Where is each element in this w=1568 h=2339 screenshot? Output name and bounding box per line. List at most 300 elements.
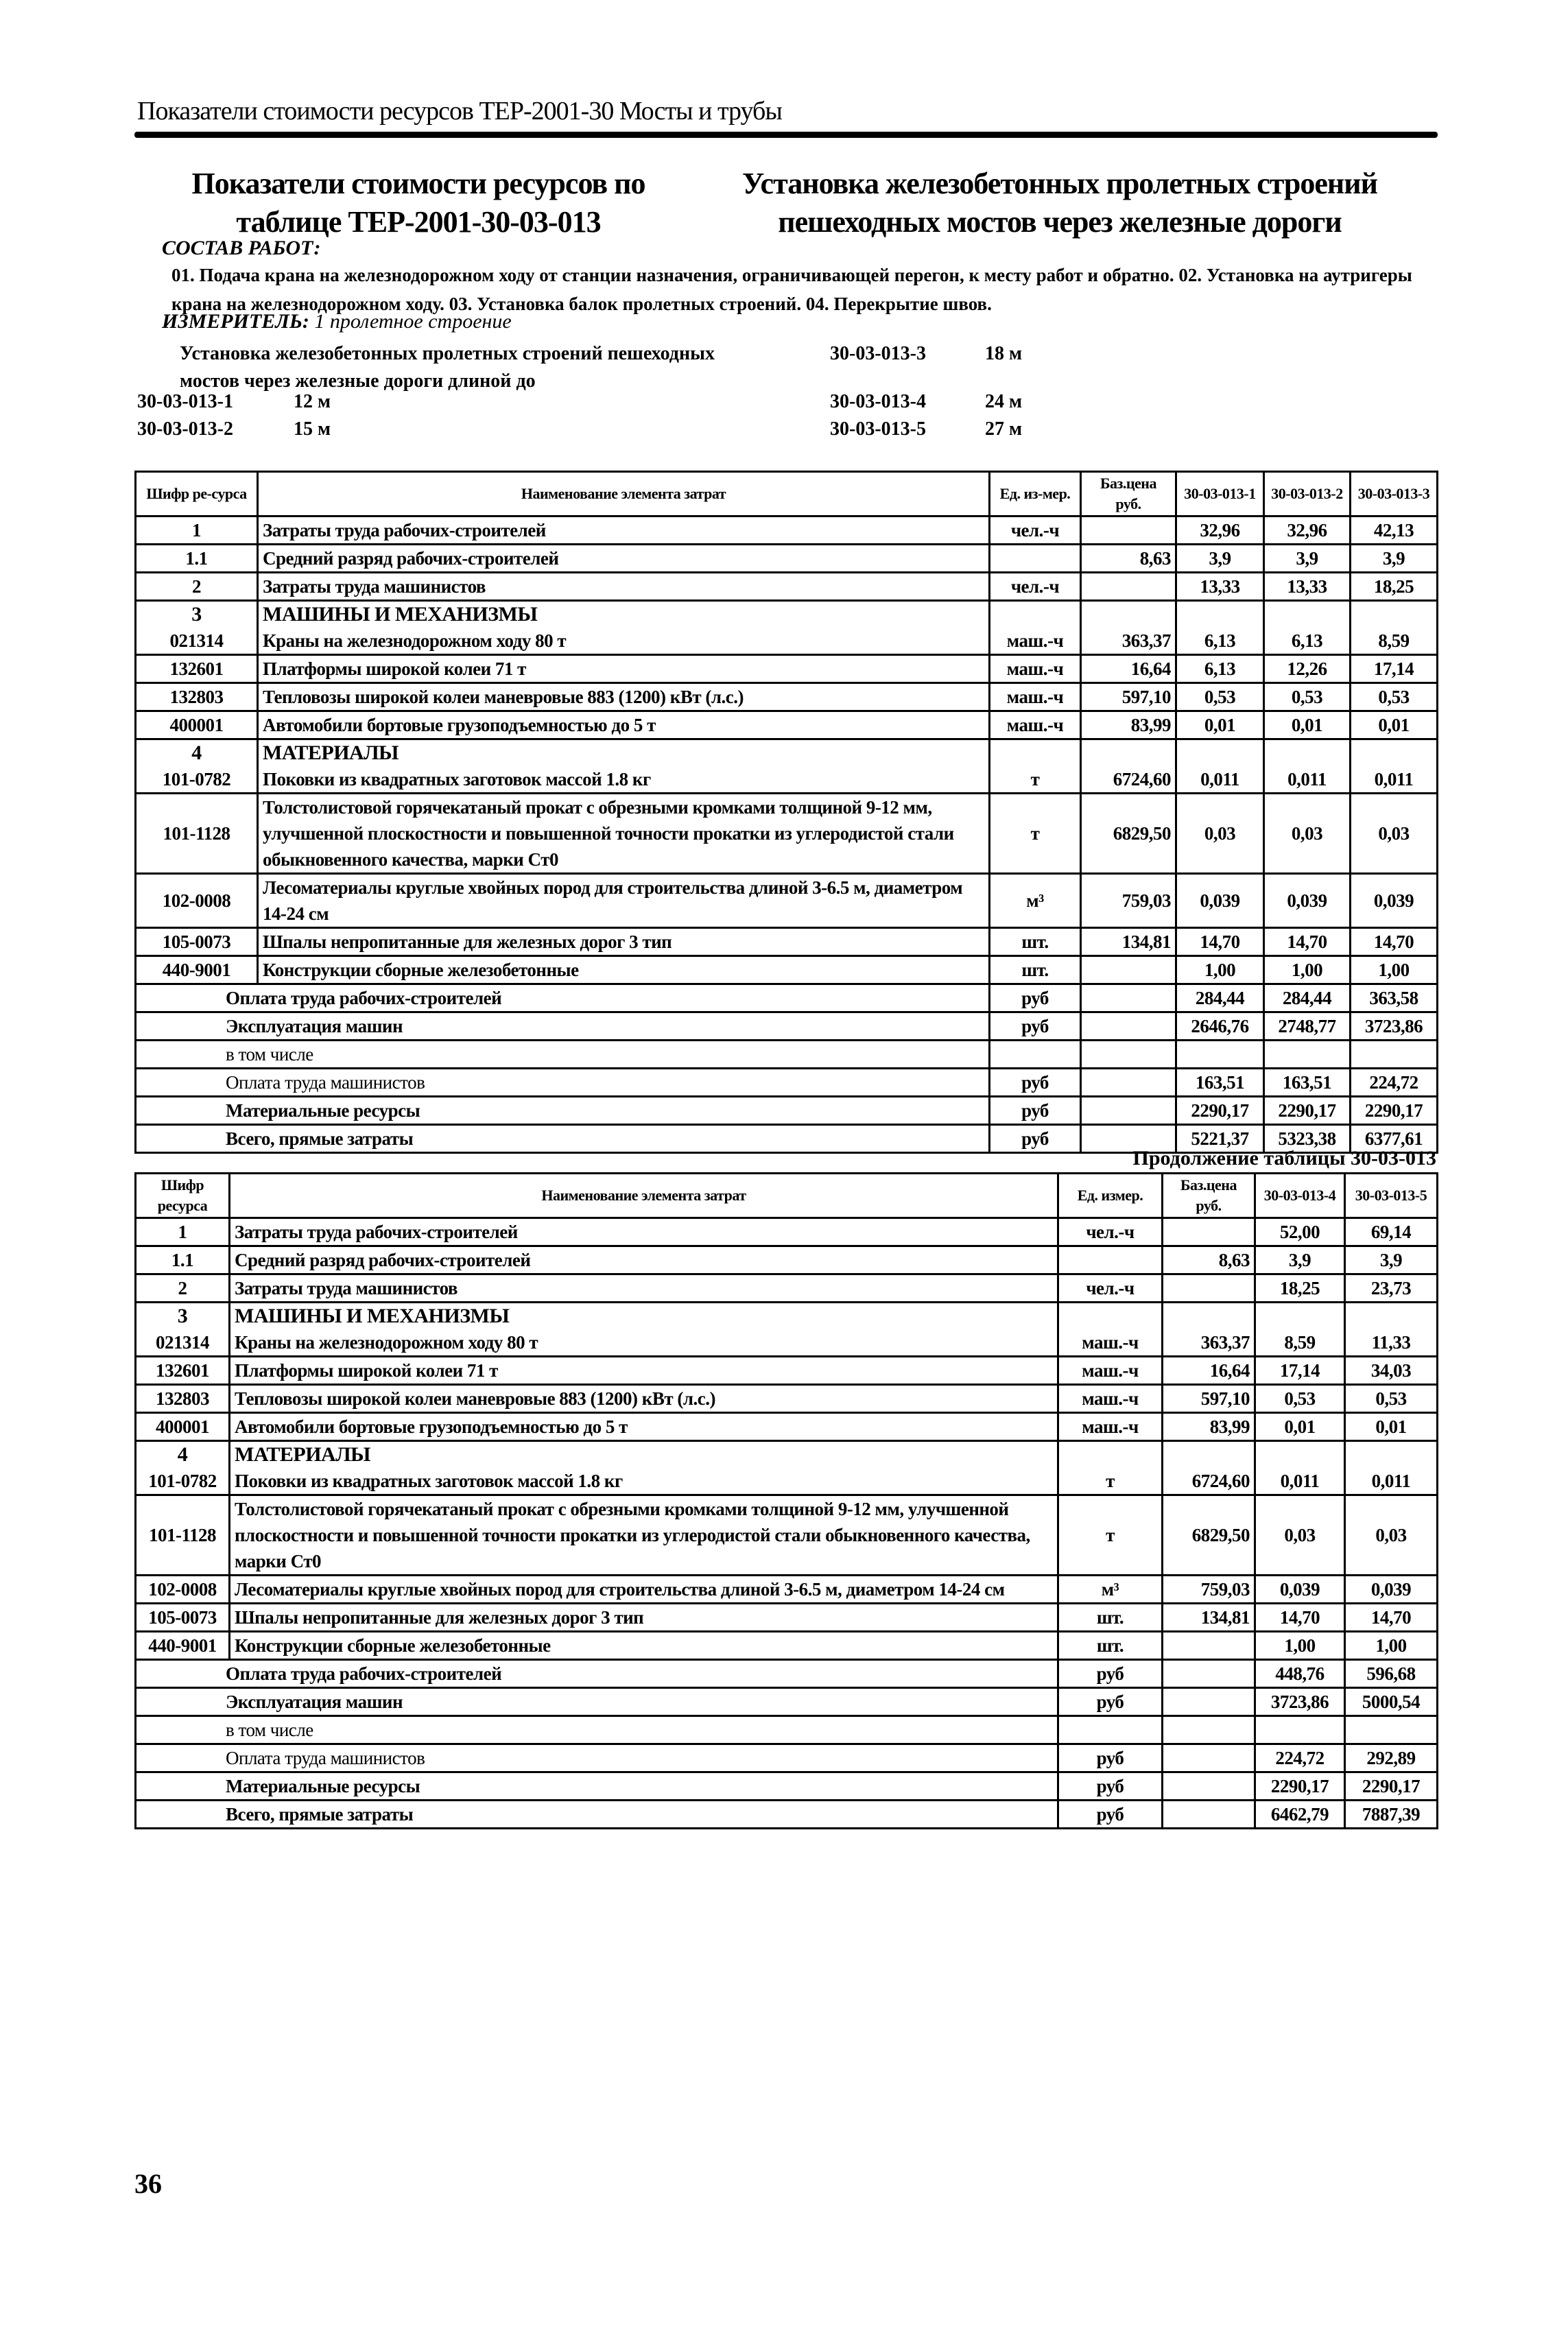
- unit: м³: [990, 874, 1081, 928]
- table-row: [136, 1385, 1438, 1413]
- unit: т: [990, 739, 1081, 794]
- rate-value: 14,70: [1351, 928, 1438, 956]
- rate-value: [1351, 1041, 1438, 1069]
- unit: маш.-ч: [990, 711, 1081, 739]
- rate-value: 0,011: [1176, 739, 1264, 794]
- rate-value: 32,96: [1176, 517, 1264, 545]
- unit: [1058, 1246, 1163, 1274]
- code-text: 400001: [169, 715, 224, 735]
- resource-code: [136, 739, 258, 794]
- rate-value: 32,96: [1264, 517, 1351, 545]
- summary-name: Эксплуатация машин: [136, 1688, 1058, 1716]
- name-text: Лесоматериалы круглые хвойных пород для строительства длиной 3-6.5 м, диаметром 14-24 см: [235, 1579, 1005, 1600]
- resource-code: [136, 545, 258, 573]
- cost-element-name: [258, 739, 990, 794]
- code-text: 021314: [156, 1332, 209, 1353]
- base-price: 83,99: [1081, 711, 1176, 739]
- rate-value: 2748,77: [1264, 1012, 1351, 1041]
- column-header: 30-03-013-1: [1176, 472, 1264, 517]
- unit: чел.-ч: [1058, 1218, 1163, 1246]
- rate-value: 34,03: [1345, 1357, 1438, 1385]
- base-price: [1163, 1632, 1255, 1660]
- cost-element-name: [230, 1495, 1058, 1576]
- base-price: [1163, 1274, 1255, 1303]
- table-row: [136, 1246, 1438, 1274]
- code-text: 102-0008: [162, 890, 231, 911]
- rate-value: 0,039: [1345, 1576, 1438, 1604]
- table-row: [136, 1041, 1438, 1069]
- unit: [990, 545, 1081, 573]
- rate-value: 8,59: [1255, 1303, 1345, 1357]
- rate-value: 596,68: [1345, 1660, 1438, 1688]
- column-header: Шифр ре-сурса: [136, 472, 258, 517]
- resource-table-2: [134, 1172, 1438, 1829]
- code-text: 132601: [156, 1360, 209, 1381]
- table-row: [136, 1632, 1438, 1660]
- rate-value: 0,03: [1264, 794, 1351, 874]
- header-row: [136, 472, 1438, 517]
- table-row: [136, 545, 1438, 573]
- base-price: [1081, 1041, 1176, 1069]
- summary-name: Всего, прямые затраты: [136, 1125, 990, 1153]
- rate-value: 0,53: [1255, 1385, 1345, 1413]
- unit: руб: [1058, 1660, 1163, 1688]
- resource-code: [136, 1303, 230, 1357]
- column-header: Ед. из-мер.: [990, 472, 1081, 517]
- column-header: Баз.цена руб.: [1081, 472, 1176, 517]
- code-text: 132803: [169, 687, 224, 707]
- column-header: Ед. измер.: [1058, 1174, 1163, 1218]
- table-row: [136, 928, 1438, 956]
- code-text: 2: [178, 1278, 187, 1298]
- section-number: 4: [177, 1443, 188, 1466]
- table-row: [136, 739, 1438, 794]
- rate-value: 6,13: [1176, 601, 1264, 655]
- rate-value: 1,00: [1264, 956, 1351, 984]
- rate-value: 5000,54: [1345, 1688, 1438, 1716]
- resource-code: [136, 1218, 230, 1246]
- measure-value: 1 пролетное строение: [314, 310, 512, 333]
- cost-element-name: [258, 874, 990, 928]
- unit: маш.-ч: [1058, 1303, 1163, 1357]
- summary-name: Материальные ресурсы: [136, 1097, 990, 1125]
- cost-element-name: [258, 683, 990, 711]
- base-price: 363,37: [1163, 1303, 1255, 1357]
- running-header: Показатели стоимости ресурсов ТЕР-2001-30 Мосты и трубы: [137, 97, 782, 126]
- rate-value: 17,14: [1255, 1357, 1345, 1385]
- unit: руб: [990, 1125, 1081, 1153]
- rate-value: 6,13: [1264, 601, 1351, 655]
- rate-value: 363,58: [1351, 984, 1438, 1012]
- code-text: 440-9001: [148, 1635, 217, 1656]
- summary-name: Оплата труда рабочих-строителей: [136, 1660, 1058, 1688]
- table-row: [136, 984, 1438, 1012]
- cost-element-name: [230, 1303, 1058, 1357]
- variant-length: 15 м: [294, 418, 331, 440]
- name-text: Затраты труда рабочих-строителей: [235, 1222, 518, 1242]
- code-text: 1.1: [171, 1250, 194, 1270]
- column-header: Баз.цена руб.: [1163, 1174, 1255, 1218]
- rate-value: 2290,17: [1264, 1097, 1351, 1125]
- rate-value: 0,03: [1351, 794, 1438, 874]
- works-label: СОСТАВ РАБОТ:: [162, 237, 321, 259]
- base-price: 134,81: [1081, 928, 1176, 956]
- table-row: [136, 874, 1438, 928]
- column-header: Наименование элемента затрат: [230, 1174, 1058, 1218]
- rate-value: 6377,61: [1351, 1125, 1438, 1153]
- column-header: Шифр ресурса: [136, 1174, 230, 1218]
- variant-code: 30-03-013-4: [830, 391, 926, 412]
- base-price: 6724,60: [1163, 1441, 1255, 1495]
- rate-value: 13,33: [1176, 573, 1264, 601]
- code-text: 132803: [156, 1388, 209, 1409]
- table-title: Показатели стоимости ресурсов по таблице ТЕР-2001-30-03-013: [191, 167, 645, 239]
- cost-element-name: [230, 1632, 1058, 1660]
- table-row: [136, 1012, 1438, 1041]
- table-subject-title: Установка железобетонных пролетных строений пешеходных мостов через железные дороги: [742, 167, 1377, 239]
- column-header: 30-03-013-5: [1345, 1174, 1438, 1218]
- unit: маш.-ч: [990, 683, 1081, 711]
- variant-code: 30-03-013-5: [830, 418, 926, 440]
- rate-value: 7887,39: [1345, 1801, 1438, 1829]
- variant-length: 27 м: [985, 418, 1023, 440]
- table-row: [136, 1801, 1438, 1829]
- summary-name: Оплата труда рабочих-строителей: [136, 984, 990, 1012]
- rate-value: 2290,17: [1176, 1097, 1264, 1125]
- code-text: 132601: [169, 658, 224, 679]
- rate-value: 2290,17: [1255, 1772, 1345, 1801]
- rate-value: 0,039: [1351, 874, 1438, 928]
- cost-element-name: [230, 1218, 1058, 1246]
- table-row: [136, 683, 1438, 711]
- measure-label: ИЗМЕРИТЕЛЬ:: [162, 310, 309, 333]
- cost-element-name: [230, 1576, 1058, 1604]
- header-rule: [134, 132, 1438, 138]
- base-price: 83,99: [1163, 1413, 1255, 1441]
- rate-value: 2290,17: [1351, 1097, 1438, 1125]
- table-row: [136, 1744, 1438, 1772]
- rate-value: 224,72: [1255, 1744, 1345, 1772]
- rate-value: 0,03: [1176, 794, 1264, 874]
- table-row: [136, 1357, 1438, 1385]
- variant-code: 30-03-013-1: [137, 391, 233, 412]
- table-row: [136, 794, 1438, 874]
- variant-length: 12 м: [294, 391, 331, 412]
- table-row: [136, 573, 1438, 601]
- rate-value: 0,03: [1255, 1495, 1345, 1576]
- base-price: [1163, 1744, 1255, 1772]
- code-text: 1: [178, 1222, 187, 1242]
- name-text: Шпалы непропитанные для железных дорог 3 тип: [263, 931, 672, 952]
- resource-code: [136, 1246, 230, 1274]
- code-text: 101-0782: [148, 1471, 217, 1491]
- rate-value: 0,53: [1351, 683, 1438, 711]
- rate-value: 17,14: [1351, 655, 1438, 683]
- resource-code: [136, 1604, 230, 1632]
- table-row: [136, 1218, 1438, 1246]
- name-text: Конструкции сборные железобетонные: [263, 960, 579, 980]
- rate-value: 0,01: [1351, 711, 1438, 739]
- summary-name: Оплата труда машинистов: [136, 1069, 990, 1097]
- name-text: Шпалы непропитанные для железных дорог 3 тип: [235, 1607, 644, 1628]
- resource-code: [136, 1441, 230, 1495]
- unit: шт.: [1058, 1604, 1163, 1632]
- table-row: [136, 1097, 1438, 1125]
- column-header: Наименование элемента затрат: [258, 472, 990, 517]
- rate-value: 3,9: [1264, 545, 1351, 573]
- rate-value: 14,70: [1255, 1604, 1345, 1632]
- rate-value: 6462,79: [1255, 1801, 1345, 1829]
- rate-value: 0,011: [1345, 1441, 1438, 1495]
- rate-value: 0,039: [1176, 874, 1264, 928]
- unit: маш.-ч: [990, 655, 1081, 683]
- rate-value: 12,26: [1264, 655, 1351, 683]
- base-price: [1163, 1801, 1255, 1829]
- base-price: 759,03: [1081, 874, 1176, 928]
- rate-value: 3,9: [1255, 1246, 1345, 1274]
- resource-code: [136, 601, 258, 655]
- base-price: [1163, 1218, 1255, 1246]
- rate-value: 5221,37: [1176, 1125, 1264, 1153]
- resource-code: [136, 1413, 230, 1441]
- rate-value: 3,9: [1345, 1246, 1438, 1274]
- name-text: Краны на железнодорожном ходу 80 т: [235, 1332, 538, 1353]
- base-price: 134,81: [1163, 1604, 1255, 1632]
- cost-element-name: [258, 573, 990, 601]
- code-text: 101-0782: [162, 769, 231, 789]
- section-title: МАТЕРИАЛЫ: [263, 741, 399, 764]
- unit: [1058, 1716, 1163, 1744]
- rate-value: 0,53: [1264, 683, 1351, 711]
- unit: руб: [1058, 1744, 1163, 1772]
- unit: т: [1058, 1495, 1163, 1576]
- table-row: [136, 1660, 1438, 1688]
- unit: руб: [1058, 1772, 1163, 1801]
- base-price: 6829,50: [1163, 1495, 1255, 1576]
- table-row: [136, 1495, 1438, 1576]
- resource-code: [136, 1632, 230, 1660]
- rate-value: 5323,38: [1264, 1125, 1351, 1153]
- rate-value: 52,00: [1255, 1218, 1345, 1246]
- resource-code: [136, 794, 258, 874]
- summary-name: в том числе: [136, 1716, 1058, 1744]
- name-text: Автомобили бортовые грузоподъемностью до 5 т: [263, 715, 656, 735]
- unit: шт.: [1058, 1632, 1163, 1660]
- code-text: 2: [192, 576, 201, 597]
- table-row: [136, 1441, 1438, 1495]
- section-number: 4: [191, 741, 202, 764]
- table-row: [136, 1274, 1438, 1303]
- resource-code: [136, 711, 258, 739]
- code-text: 102-0008: [148, 1579, 217, 1600]
- cost-element-name: [230, 1441, 1058, 1495]
- base-price: [1081, 517, 1176, 545]
- table-row: [136, 1716, 1438, 1744]
- cost-element-name: [258, 655, 990, 683]
- base-price: 8,63: [1081, 545, 1176, 573]
- base-price: 16,64: [1081, 655, 1176, 683]
- base-price: 6724,60: [1081, 739, 1176, 794]
- summary-name: Всего, прямые затраты: [136, 1801, 1058, 1829]
- resource-code: [136, 1385, 230, 1413]
- rate-value: 69,14: [1345, 1218, 1438, 1246]
- cost-element-name: [230, 1413, 1058, 1441]
- works-text: 01. Подача крана на железнодорожном ходу от станции назначения, ограничивающей перегон, к месту работ и обратно. 02. Установка на аутригеры крана на железнодорожном ходу. 03. Установка балок пролетных строений. 04. Перекрытие швов.: [171, 265, 1412, 314]
- name-text: Средний разряд рабочих-строителей: [263, 548, 559, 569]
- unit: маш.-ч: [1058, 1357, 1163, 1385]
- name-text: Тепловозы широкой колеи маневровые 883 (1200) кВт (л.с.): [263, 687, 744, 707]
- rate-value: 0,011: [1264, 739, 1351, 794]
- summary-name: Эксплуатация машин: [136, 1012, 990, 1041]
- rate-value: 0,03: [1345, 1495, 1438, 1576]
- name-text: Краны на железнодорожном ходу 80 т: [263, 630, 567, 651]
- base-price: 597,10: [1081, 683, 1176, 711]
- variant-length: 24 м: [985, 391, 1023, 412]
- rate-value: 0,011: [1255, 1441, 1345, 1495]
- resource-table-1: [134, 471, 1438, 1154]
- rate-value: 163,51: [1176, 1069, 1264, 1097]
- name-text: Платформы широкой колеи 71 т: [235, 1360, 498, 1381]
- unit: шт.: [990, 928, 1081, 956]
- rate-value: 18,25: [1255, 1274, 1345, 1303]
- unit: т: [990, 794, 1081, 874]
- rate-value: 2646,76: [1176, 1012, 1264, 1041]
- cost-element-name: [258, 517, 990, 545]
- summary-name: Оплата труда машинистов: [136, 1744, 1058, 1772]
- rate-value: 1,00: [1176, 956, 1264, 984]
- rate-value: 14,70: [1345, 1604, 1438, 1632]
- name-text: Затраты труда машинистов: [263, 576, 486, 597]
- name-text: Конструкции сборные железобетонные: [235, 1635, 551, 1656]
- rate-value: 42,13: [1351, 517, 1438, 545]
- base-price: [1081, 1069, 1176, 1097]
- name-text: Средний разряд рабочих-строителей: [235, 1250, 531, 1270]
- rate-value: 1,00: [1351, 956, 1438, 984]
- rate-value: 8,59: [1351, 601, 1438, 655]
- resource-code: [136, 928, 258, 956]
- base-price: 16,64: [1163, 1357, 1255, 1385]
- table-row: [136, 1576, 1438, 1604]
- rate-value: 23,73: [1345, 1274, 1438, 1303]
- base-price: [1081, 956, 1176, 984]
- unit: руб: [990, 1097, 1081, 1125]
- unit: т: [1058, 1441, 1163, 1495]
- name-text: Затраты труда машинистов: [235, 1278, 458, 1298]
- unit: руб: [1058, 1688, 1163, 1716]
- rate-value: 0,01: [1264, 711, 1351, 739]
- rate-value: 0,01: [1345, 1413, 1438, 1441]
- name-text: Поковки из квадратных заготовок массой 1.8 кг: [263, 769, 651, 789]
- column-header: 30-03-013-2: [1264, 472, 1351, 517]
- unit: м³: [1058, 1576, 1163, 1604]
- column-header: 30-03-013-4: [1255, 1174, 1345, 1218]
- resource-code: [136, 655, 258, 683]
- resource-code: [136, 874, 258, 928]
- code-text: 101-1128: [148, 1525, 216, 1545]
- name-text: Поковки из квадратных заготовок массой 1.8 кг: [235, 1471, 623, 1491]
- section-number: 3: [191, 603, 202, 626]
- rate-value: 18,25: [1351, 573, 1438, 601]
- base-price: 6829,50: [1081, 794, 1176, 874]
- rate-value: 0,039: [1255, 1576, 1345, 1604]
- rate-value: 224,72: [1351, 1069, 1438, 1097]
- variant-code: 30-03-013-2: [137, 418, 233, 440]
- unit: чел.-ч: [1058, 1274, 1163, 1303]
- section-number: 3: [177, 1305, 188, 1327]
- section-title: МАШИНЫ И МЕХАНИЗМЫ: [263, 603, 538, 626]
- base-price: 363,37: [1081, 601, 1176, 655]
- code-text: 105-0073: [148, 1607, 217, 1628]
- base-price: 8,63: [1163, 1246, 1255, 1274]
- rate-value: 0,53: [1176, 683, 1264, 711]
- cost-element-name: [230, 1274, 1058, 1303]
- rate-value: 6,13: [1176, 655, 1264, 683]
- table-row: [136, 1069, 1438, 1097]
- table-row: [136, 1772, 1438, 1801]
- resource-code: [136, 1576, 230, 1604]
- unit: шт.: [990, 956, 1081, 984]
- table-row: [136, 711, 1438, 739]
- cost-element-name: [230, 1604, 1058, 1632]
- table-row: [136, 601, 1438, 655]
- base-price: [1081, 1097, 1176, 1125]
- code-text: 021314: [169, 630, 224, 651]
- rate-value: 284,44: [1264, 984, 1351, 1012]
- rate-value: 0,01: [1255, 1413, 1345, 1441]
- variant-length: 18 м: [985, 343, 1023, 364]
- unit: маш.-ч: [990, 601, 1081, 655]
- name-text: Затраты труда рабочих-строителей: [263, 520, 546, 541]
- table-row: [136, 517, 1438, 545]
- cost-element-name: [258, 794, 990, 874]
- rate-value: 292,89: [1345, 1744, 1438, 1772]
- header-row: [136, 1174, 1438, 1218]
- variant-code: 30-03-013-3: [830, 343, 926, 364]
- measure-line: [162, 310, 512, 333]
- rate-value: 3,9: [1351, 545, 1438, 573]
- column-header: 30-03-013-3: [1351, 472, 1438, 517]
- rate-value: [1264, 1041, 1351, 1069]
- table-row: [136, 1688, 1438, 1716]
- base-price: [1163, 1716, 1255, 1744]
- rate-value: [1176, 1041, 1264, 1069]
- table-row: [136, 1303, 1438, 1357]
- table-row: [136, 655, 1438, 683]
- resource-code: [136, 683, 258, 711]
- rate-value: 14,70: [1264, 928, 1351, 956]
- name-text: Толстолистовой горячекатаный прокат с обрезными кромками толщиной 9-12 мм, улучшенной плоскостности и повышенной точности прокатки из углеродистой стали обыкновенного качества, марки Ст0: [235, 1499, 1030, 1571]
- cost-element-name: [230, 1385, 1058, 1413]
- base-price: [1081, 984, 1176, 1012]
- continuation-label: Продолжение таблицы 30-03-013: [1132, 1147, 1436, 1170]
- rate-value: 1,00: [1255, 1632, 1345, 1660]
- name-text: Толстолистовой горячекатаный прокат с обрезными кромками толщиной 9-12 мм, улучшенной плоскостности и повышенной точности прокатки из углеродистой стали обыкновенного качества, марки Ст0: [263, 797, 954, 870]
- resource-code: [136, 1495, 230, 1576]
- rate-value: 11,33: [1345, 1303, 1438, 1357]
- resource-code: [136, 1274, 230, 1303]
- code-text: 1: [192, 520, 201, 541]
- base-price: [1081, 573, 1176, 601]
- rate-value: 3,9: [1176, 545, 1264, 573]
- cost-element-name: [258, 956, 990, 984]
- name-text: Платформы широкой колеи 71 т: [263, 658, 526, 679]
- unit: руб: [1058, 1801, 1163, 1829]
- rate-value: 3723,86: [1351, 1012, 1438, 1041]
- code-text: 400001: [156, 1416, 209, 1437]
- summary-name: Материальные ресурсы: [136, 1772, 1058, 1801]
- unit: маш.-ч: [1058, 1385, 1163, 1413]
- rate-value: 0,01: [1176, 711, 1264, 739]
